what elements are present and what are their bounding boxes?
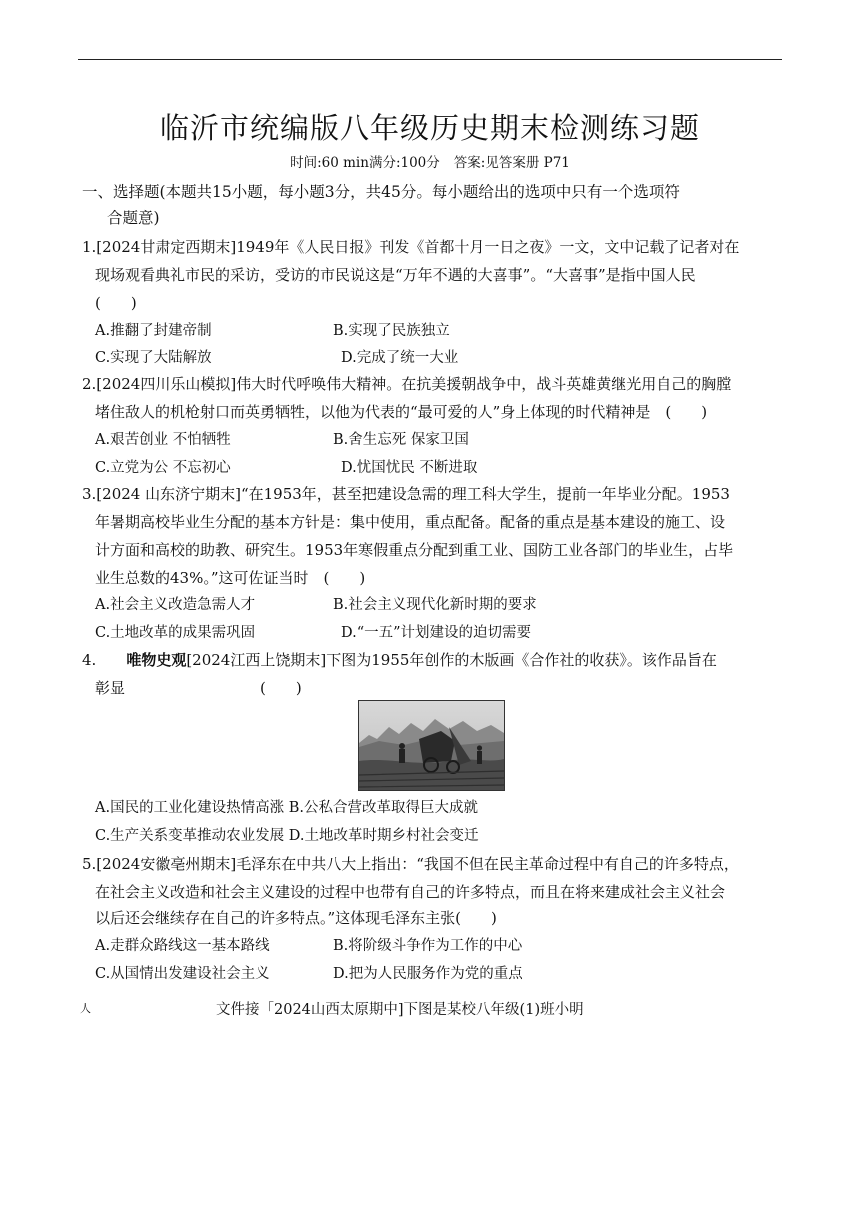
q6-stem-partial: 文件接「2024山西太原期中]下图是某校八年级(1)班小明	[216, 1002, 584, 1018]
q3-option-a: A.社会主义改造急需人才	[95, 597, 256, 613]
q4-tag: 唯物史观	[126, 651, 187, 669]
q1-stem-line3: ( )	[95, 294, 137, 312]
q2-stem-line2: 堵住敌人的机枪射口而英勇牺牲，以他为代表的“最可爱的人”身上体现的时代精神是 ( )	[95, 403, 708, 421]
q3-stem-line4: 业生总数的43%。”这可佐证当时 ( )	[95, 569, 366, 587]
q5-stem-line1: 5.[2024安徽亳州期末]毛泽东在中共八大上指出：“我国不但在民主革命过程中有自己的许多特点，	[82, 855, 739, 873]
q1-stem-line2: 现场观看典礼市民的采访，受访的市民说这是“万年不遇的大喜事”。“大喜事”是指中国人民	[95, 266, 696, 284]
section-heading-cont: 合题意)	[107, 209, 160, 227]
q2-stem-line1: 2.[2024四川乐山模拟]伟大时代呼唤伟大精神。在抗美援朝战争中，战斗英雄黄继光用自己的胸膛	[82, 375, 732, 393]
q4-stem-line1	[82, 648, 717, 672]
exam-info	[0, 153, 860, 173]
q3-stem-line2: 年暑期高校毕业生分配的基本方针是：集中使用，重点配备。配备的重点是基本建设的施工、设	[95, 513, 726, 531]
q2-option-c: C.立党为公 不忘初心	[95, 460, 231, 476]
q5-option-c: C.从国情出发建设社会主义	[95, 966, 270, 982]
q1-option-a: A.推翻了封建帝制	[95, 323, 212, 339]
q3-option-c: C.土地改革的成果需巩固	[95, 625, 256, 641]
q3-option-b: B.社会主义现代化新时期的要求	[333, 597, 537, 613]
q5-option-d: D.把为人民服务作为党的重点	[333, 966, 523, 982]
q5-stem-line3: 以后还会继续存在自己的许多特点。”这体现毛泽东主张( )	[95, 909, 497, 927]
section-heading: 一、选择题(本题共15小题，每小题3分，共45分。每小题给出的选项中只有一个选项符	[82, 183, 680, 201]
q4-options-row2: C.生产关系变革推动农业发展 D.土地改革时期乡村社会变迁	[95, 828, 479, 844]
q2-option-d: D.忧国忧民 不断进取	[341, 460, 478, 476]
q2-option-a: A.艰苦创业 不怕牺牲	[95, 432, 231, 448]
q5-option-a: A.走群众路线这一基本路线	[95, 938, 270, 954]
q4-stem-line2: 彰显 ( )	[95, 679, 302, 697]
answer-ref: 答案:见答案册 P71	[453, 155, 570, 171]
q5-option-b: B.将阶级斗争作为工作的中心	[333, 938, 523, 954]
q4-options-row1: A.国民的工业化建设热情高涨 B.公私合营改革取得巨大成就	[95, 800, 478, 816]
time-score: 时间:60 min满分:100分	[290, 155, 440, 171]
q4-number: 4.	[82, 651, 97, 669]
q2-option-b: B.舍生忘死 保家卫国	[333, 432, 469, 448]
woodcut-harvest-image	[358, 700, 505, 791]
q1-option-b: B.实现了民族独立	[333, 323, 450, 339]
q3-option-d: D.“一五”计划建设的迫切需要	[341, 625, 532, 641]
q1-option-d: D.完成了统一大业	[341, 350, 459, 366]
q3-stem-line1: 3.[2024 山东济宁期末]“在1953年，甚至把建设急需的理工科大学生，提前一年毕业分配。1953	[82, 485, 730, 503]
page-title: 临沂市统编版八年级历史期末检测练习题	[159, 111, 700, 145]
q1-stem-line1: 1.[2024甘肃定西期末]1949年《人民日报》刊发《首都十月一日之夜》一文，文中记载了记者对在	[82, 238, 740, 256]
q5-stem-line2: 在社会主义改造和社会主义建设的过程中也带有自己的许多特点，而且在将来建成社会主义社会	[95, 883, 726, 901]
top-rule	[78, 59, 782, 60]
q4-stem-text: [2024江西上饶期末]下图为1955年创作的木版画《合作社的收获》。该作品旨在	[186, 651, 717, 669]
stray-mark: 人	[80, 1002, 91, 1015]
q3-stem-line3: 计方面和高校的助教、研究生。1953年寒假重点分配到重工业、国防工业各部门的毕业生，占毕	[95, 541, 734, 559]
q1-option-c: C.实现了大陆解放	[95, 350, 212, 366]
